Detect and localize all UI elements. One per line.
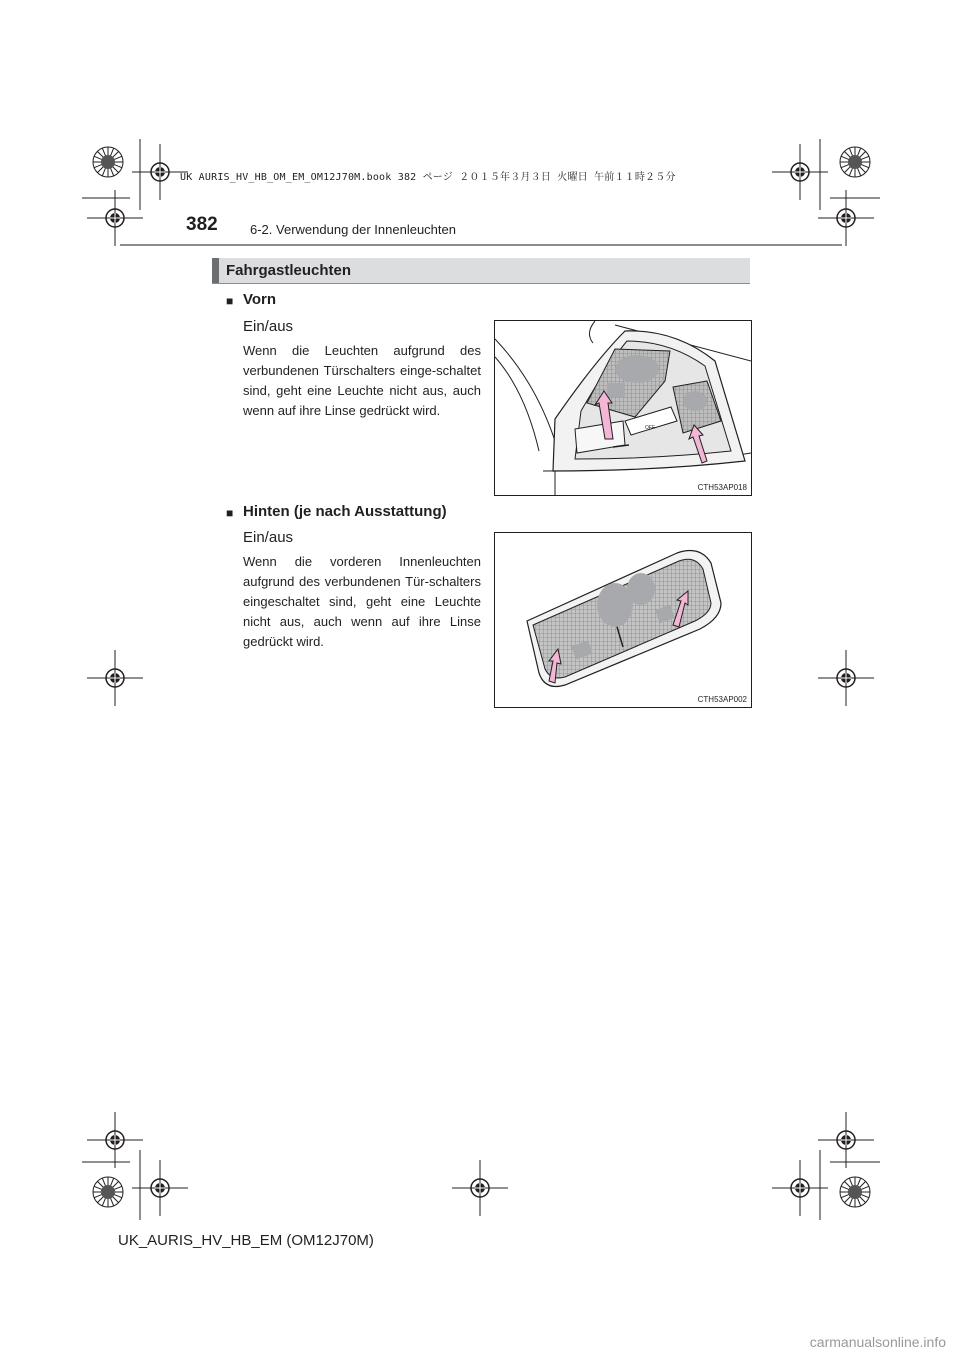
rear-lights-figure (494, 532, 752, 708)
front-lights-figure (494, 320, 752, 496)
section-title: Fahrgastleuchten (226, 262, 352, 279)
rear-dome-light-illustration (495, 533, 751, 707)
front-dome-light-illustration (495, 321, 751, 495)
rear-description: Wenn die vorderen Innenleuchten aufgrund des verbundenen Tür-schalters eingeschaltet sind, geht eine Leuchte nicht aus, auch wenn auf ihre Linse gedrückt wird. (243, 554, 481, 649)
front-figure-code: CTH53AP018 (697, 483, 747, 492)
bullet-square: ■ (226, 294, 234, 308)
front-mode-label: Ein/aus (243, 318, 294, 335)
watermark[interactable]: carmanualsonline.info (809, 1334, 946, 1350)
header-rule (120, 244, 842, 246)
rear-mode-label: Ein/aus (243, 529, 294, 546)
svg-text:OFF: OFF (645, 425, 655, 431)
rear-heading: Hinten (je nach Ausstattung) (243, 503, 447, 520)
section-underline (212, 283, 750, 284)
print-file-info: UK AURIS_HV_HB_OM_EM_OM12J70M.book 382 ページ ２０１５年３月３日 火曜日 午前１１時２５分 (180, 172, 676, 183)
chapter-title: 6-2. Verwendung der Innenleuchten (250, 222, 456, 237)
bullet-square: ■ (226, 506, 234, 520)
page-number: 382 (186, 214, 218, 235)
front-heading: Vorn (243, 291, 277, 308)
front-description: Wenn die Leuchten aufgrund des verbundenen Türschalters einge-schaltet sind, geht eine Leuchte nicht aus, auch wenn auf ihre Linse gedrückt wird. (243, 343, 481, 418)
section-bar-marker (212, 258, 219, 283)
document-id: UK_AURIS_HV_HB_EM (OM12J70M) (118, 1232, 374, 1249)
rear-figure-code: CTH53AP002 (697, 695, 747, 704)
